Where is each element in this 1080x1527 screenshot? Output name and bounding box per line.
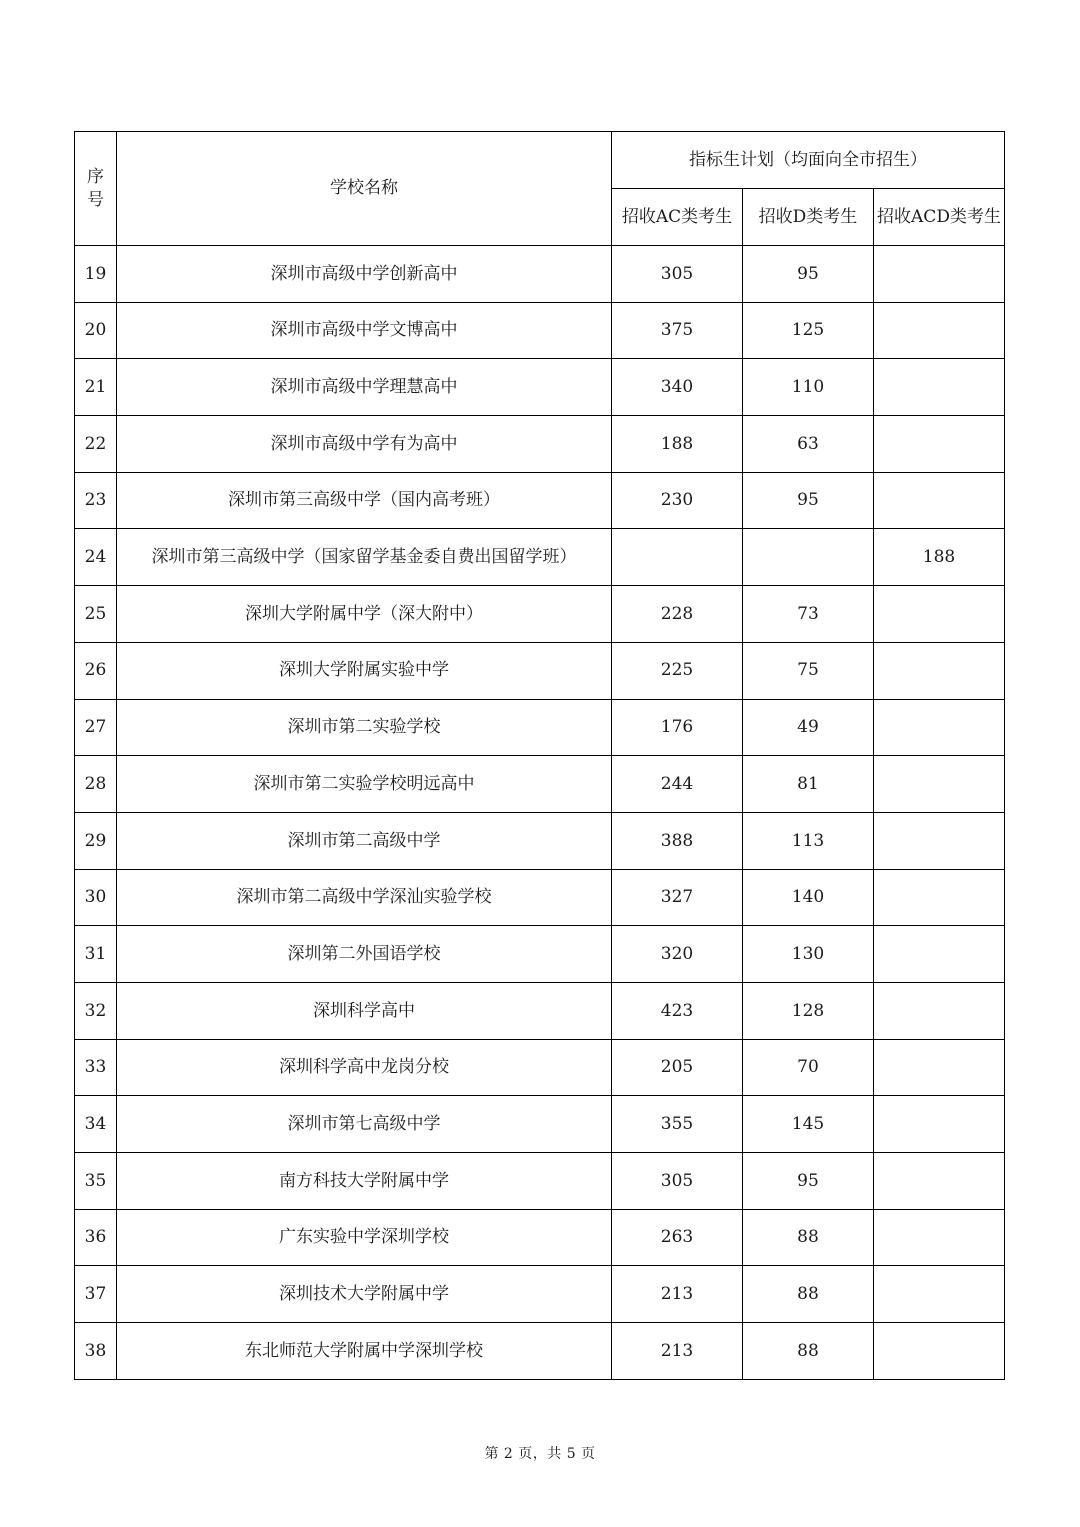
cell-ac-count: 327: [612, 869, 743, 926]
table-header-row: [75, 132, 1005, 189]
cell-acd-count: [874, 1153, 1005, 1210]
cell-acd-count: [874, 1096, 1005, 1153]
cell-seq: 37: [75, 1266, 117, 1323]
table-row: [75, 529, 1005, 586]
header-col-acd: 招收ACD类考生: [874, 189, 1005, 246]
cell-seq: 30: [75, 869, 117, 926]
cell-school-name: 深圳市高级中学文博高中: [117, 302, 612, 359]
cell-d-count: 63: [743, 416, 874, 473]
cell-school-name: 深圳市高级中学有为高中: [117, 416, 612, 473]
cell-acd-count: [874, 869, 1005, 926]
cell-school-name: 东北师范大学附属中学深圳学校: [117, 1323, 612, 1380]
cell-school-name: 深圳第二外国语学校: [117, 926, 612, 983]
cell-d-count: 81: [743, 756, 874, 813]
table-row: [75, 869, 1005, 926]
cell-d-count: 130: [743, 926, 874, 983]
cell-acd-count: [874, 756, 1005, 813]
cell-seq: 25: [75, 586, 117, 643]
cell-ac-count: 263: [612, 1209, 743, 1266]
cell-acd-count: [874, 982, 1005, 1039]
cell-acd-count: [874, 1323, 1005, 1380]
cell-seq: 24: [75, 529, 117, 586]
table-row: [75, 699, 1005, 756]
cell-d-count: 49: [743, 699, 874, 756]
cell-school-name: 深圳科学高中: [117, 982, 612, 1039]
cell-acd-count: [874, 699, 1005, 756]
cell-acd-count: [874, 1039, 1005, 1096]
cell-ac-count: 305: [612, 246, 743, 303]
cell-seq: 23: [75, 472, 117, 529]
cell-school-name: 深圳市第二实验学校: [117, 699, 612, 756]
cell-d-count: 140: [743, 869, 874, 926]
cell-seq: 32: [75, 982, 117, 1039]
table-row: [75, 812, 1005, 869]
cell-school-name: 深圳市第七高级中学: [117, 1096, 612, 1153]
cell-seq: 19: [75, 246, 117, 303]
cell-ac-count: 205: [612, 1039, 743, 1096]
cell-seq: 33: [75, 1039, 117, 1096]
cell-school-name: 广东实验中学深圳学校: [117, 1209, 612, 1266]
cell-ac-count: 213: [612, 1323, 743, 1380]
table-row: [75, 1039, 1005, 1096]
cell-acd-count: 188: [874, 529, 1005, 586]
cell-seq: 38: [75, 1323, 117, 1380]
cell-ac-count: 228: [612, 586, 743, 643]
cell-acd-count: [874, 416, 1005, 473]
table-row: [75, 246, 1005, 303]
cell-ac-count: 225: [612, 642, 743, 699]
cell-school-name: 深圳市第二实验学校明远高中: [117, 756, 612, 813]
cell-d-count: 75: [743, 642, 874, 699]
cell-d-count: 73: [743, 586, 874, 643]
cell-school-name: 深圳市第三高级中学（国家留学基金委自费出国留学班）: [117, 529, 612, 586]
cell-seq: 31: [75, 926, 117, 983]
cell-ac-count: 375: [612, 302, 743, 359]
cell-seq: 22: [75, 416, 117, 473]
cell-school-name: 深圳市高级中学创新高中: [117, 246, 612, 303]
cell-d-count: 88: [743, 1209, 874, 1266]
cell-d-count: 95: [743, 1153, 874, 1210]
table-row: [75, 302, 1005, 359]
table-row: [75, 359, 1005, 416]
cell-acd-count: [874, 1266, 1005, 1323]
cell-ac-count: 423: [612, 982, 743, 1039]
cell-d-count: 128: [743, 982, 874, 1039]
table-row: [75, 1323, 1005, 1380]
cell-school-name: 深圳技术大学附属中学: [117, 1266, 612, 1323]
cell-ac-count: 176: [612, 699, 743, 756]
cell-seq: 27: [75, 699, 117, 756]
cell-seq: 21: [75, 359, 117, 416]
cell-ac-count: 340: [612, 359, 743, 416]
cell-d-count: 88: [743, 1266, 874, 1323]
cell-ac-count: 320: [612, 926, 743, 983]
cell-ac-count: 388: [612, 812, 743, 869]
cell-d-count: 88: [743, 1323, 874, 1380]
cell-seq: 20: [75, 302, 117, 359]
header-plan-group: 指标生计划（均面向全市招生）: [612, 132, 1005, 189]
cell-d-count: [743, 529, 874, 586]
page-footer: 第 2 页，共 5 页: [484, 1446, 596, 1462]
cell-acd-count: [874, 926, 1005, 983]
cell-acd-count: [874, 1209, 1005, 1266]
cell-ac-count: 230: [612, 472, 743, 529]
header-school-name: 学校名称: [117, 132, 612, 246]
table-row: [75, 472, 1005, 529]
table-row: [75, 642, 1005, 699]
cell-ac-count: [612, 529, 743, 586]
cell-ac-count: 305: [612, 1153, 743, 1210]
cell-seq: 28: [75, 756, 117, 813]
cell-acd-count: [874, 812, 1005, 869]
cell-d-count: 110: [743, 359, 874, 416]
cell-ac-count: 213: [612, 1266, 743, 1323]
cell-school-name: 深圳大学附属实验中学: [117, 642, 612, 699]
cell-d-count: 145: [743, 1096, 874, 1153]
table-row: [75, 1153, 1005, 1210]
cell-school-name: 深圳市第三高级中学（国内高考班）: [117, 472, 612, 529]
cell-d-count: 113: [743, 812, 874, 869]
cell-acd-count: [874, 642, 1005, 699]
cell-d-count: 125: [743, 302, 874, 359]
table-row: [75, 1266, 1005, 1323]
table-row: [75, 1209, 1005, 1266]
header-seq: 序号: [75, 132, 117, 246]
cell-acd-count: [874, 472, 1005, 529]
cell-school-name: 深圳大学附属中学（深大附中）: [117, 586, 612, 643]
cell-acd-count: [874, 586, 1005, 643]
header-col-d: 招收D类考生: [743, 189, 874, 246]
cell-seq: 36: [75, 1209, 117, 1266]
cell-ac-count: 188: [612, 416, 743, 473]
cell-acd-count: [874, 359, 1005, 416]
enrollment-plan-table: [74, 131, 1005, 1380]
cell-d-count: 95: [743, 472, 874, 529]
cell-ac-count: 244: [612, 756, 743, 813]
table-row: [75, 756, 1005, 813]
table-body: [75, 246, 1005, 1380]
cell-school-name: 深圳市高级中学理慧高中: [117, 359, 612, 416]
cell-seq: 34: [75, 1096, 117, 1153]
cell-school-name: 深圳市第二高级中学深汕实验学校: [117, 869, 612, 926]
cell-ac-count: 355: [612, 1096, 743, 1153]
cell-seq: 26: [75, 642, 117, 699]
cell-acd-count: [874, 246, 1005, 303]
table-row: [75, 982, 1005, 1039]
table-row: [75, 586, 1005, 643]
cell-seq: 29: [75, 812, 117, 869]
header-col-ac: 招收AC类考生: [612, 189, 743, 246]
cell-seq: 35: [75, 1153, 117, 1210]
cell-d-count: 70: [743, 1039, 874, 1096]
cell-school-name: 深圳市第二高级中学: [117, 812, 612, 869]
cell-d-count: 95: [743, 246, 874, 303]
cell-school-name: 南方科技大学附属中学: [117, 1153, 612, 1210]
table-row: [75, 416, 1005, 473]
cell-acd-count: [874, 302, 1005, 359]
table-row: [75, 926, 1005, 983]
cell-school-name: 深圳科学高中龙岗分校: [117, 1039, 612, 1096]
table-row: [75, 1096, 1005, 1153]
